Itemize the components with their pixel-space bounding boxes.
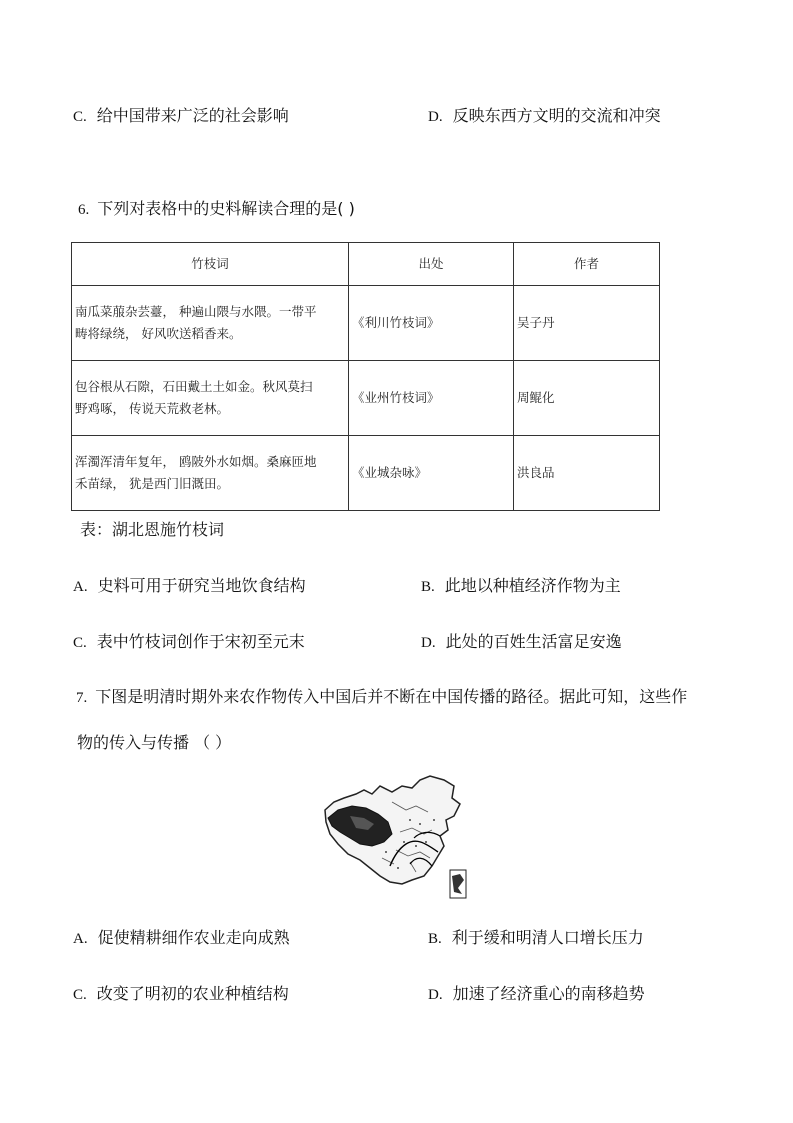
q7-option-d xyxy=(428,984,645,1005)
option-letter: C. xyxy=(73,109,87,125)
option-text: 改变了明初的农业种植结构 xyxy=(96,984,289,1003)
question-number: 6. xyxy=(78,202,90,218)
source-cell: 《业州竹枝词》 xyxy=(349,361,514,436)
poem-cell xyxy=(72,286,349,361)
option-letter: B. xyxy=(428,931,442,947)
table-header-row xyxy=(72,243,660,286)
option-text: 史料可用于研究当地饮食结构 xyxy=(97,576,306,595)
q7-stem-line2: 物的传入与传播 （ ） xyxy=(77,733,232,752)
option-letter: A. xyxy=(73,931,88,947)
q6-option-a xyxy=(73,576,306,597)
q6-option-c xyxy=(73,632,305,653)
poem-line: 南瓜菜菔杂芸薹， 种遍山隈与水隈。一带平 xyxy=(75,304,317,319)
q5-option-c xyxy=(73,106,289,127)
source-table xyxy=(71,242,660,511)
question-text: 下图是明清时期外来农作物传入中国后并不断在中国传播的路径。据此可知，这些作 xyxy=(95,687,688,706)
option-text: 促使精耕细作农业走向成熟 xyxy=(97,928,290,947)
poem-line: 浑濁浑清年复年， 鸥陂外水如烟。桑麻匝地 xyxy=(75,454,317,469)
source-cell: 《业城杂咏》 xyxy=(349,436,514,511)
q6-stem xyxy=(78,199,355,220)
china-map-figure xyxy=(320,772,470,902)
q6-option-b xyxy=(421,576,621,597)
q5-option-d xyxy=(428,106,661,127)
option-letter: C. xyxy=(73,635,87,651)
option-text: 利于缓和明清人口增长压力 xyxy=(451,928,644,947)
option-text: 表中竹枝词创作于宋初至元末 xyxy=(96,632,305,651)
poem-line: 包谷根从石隙，石田戴土土如金。秋风莫扫 xyxy=(75,379,313,394)
poem-cell xyxy=(72,436,349,511)
poem-line: 畴将绿绕， 好风吹送稻香来。 xyxy=(75,326,242,341)
poem-cell xyxy=(72,361,349,436)
table-row xyxy=(72,436,660,511)
source-cell: 《利川竹枝词》 xyxy=(349,286,514,361)
author-cell: 洪良品 xyxy=(514,436,660,511)
q7-option-a xyxy=(73,928,290,949)
poem-line: 野鸡啄， 传说天荒救老林。 xyxy=(75,401,229,416)
q7-stem-line1 xyxy=(76,687,687,708)
header-author: 作者 xyxy=(514,243,660,286)
question-text: 下列对表格中的史料解读合理的是( ) xyxy=(97,199,355,218)
option-text: 给中国带来广泛的社会影响 xyxy=(96,106,289,125)
author-cell: 吴子丹 xyxy=(514,286,660,361)
table-row xyxy=(72,286,660,361)
option-text: 此处的百姓生活富足安逸 xyxy=(445,632,622,651)
header-poem: 竹枝词 xyxy=(72,243,349,286)
option-text: 反映东西方文明的交流和冲突 xyxy=(452,106,661,125)
header-source: 出处 xyxy=(349,243,514,286)
option-letter: D. xyxy=(428,109,443,125)
q6-option-d xyxy=(421,632,622,653)
option-letter: A. xyxy=(73,579,88,595)
author-cell: 周鲲化 xyxy=(514,361,660,436)
question-number: 7. xyxy=(76,690,88,706)
option-letter: B. xyxy=(421,579,435,595)
china-map-image xyxy=(320,772,470,902)
poem-line: 禾苗绿， 犹是西门旧溉田。 xyxy=(75,476,229,491)
table-caption: 表：湖北恩施竹枝词 xyxy=(80,520,225,539)
option-text: 此地以种植经济作物为主 xyxy=(444,576,621,595)
option-letter: D. xyxy=(428,987,443,1003)
option-text: 加速了经济重心的南移趋势 xyxy=(452,984,645,1003)
q7-option-b xyxy=(428,928,644,949)
table-row xyxy=(72,361,660,436)
option-letter: D. xyxy=(421,635,436,651)
option-letter: C. xyxy=(73,987,87,1003)
q7-option-c xyxy=(73,984,289,1005)
